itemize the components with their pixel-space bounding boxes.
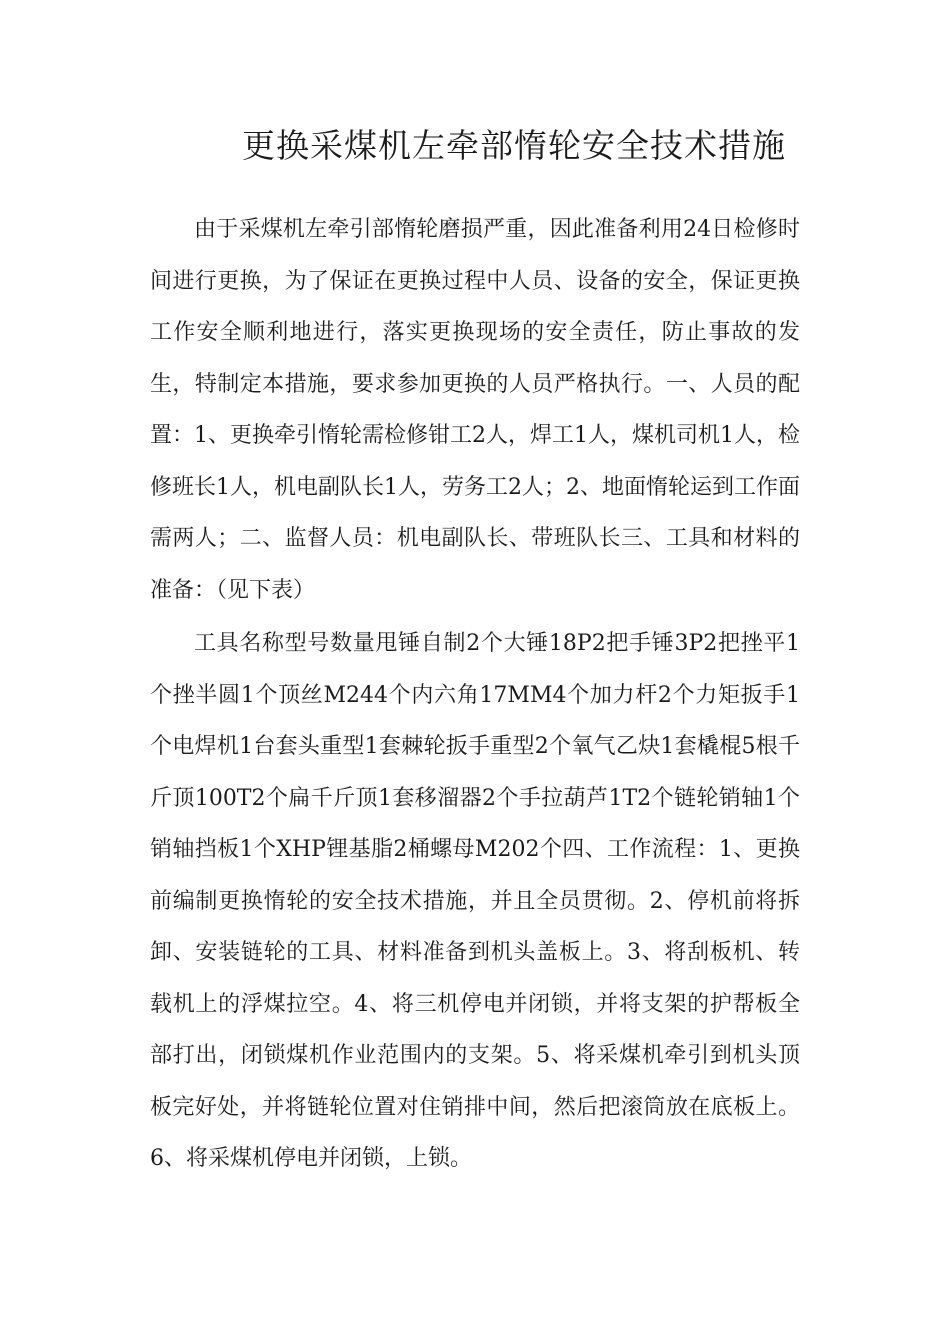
- paragraph-2: 工具名称型号数量甩锤自制2个大锤18P2把手锤3P2把挫平1个挫半圆1个顶丝M244个内六角17MM4个加力杆2个力矩扳手1个电焊机1台套头重型1套棘轮扳手重型2个氧气乙炔1套橇棍5根千斤顶100T2个扁千斤顶1套移溜器2个手拉葫芦1T2个链轮销轴1个销轴挡板1个XHP锂基脂2桶螺母M202个四、工作流程：1、更换前编制更换惰轮的安全技术措施，并且全员贯彻。2、停机前将拆卸、安装链轮的工具、材料准备到机头盖板上。3、将刮板机、转载机上的浮煤拉空。4、将三机停电并闭锁，并将支架的护帮板全部打出，闭锁煤机作业范围内的支架。5、将采煤机牵引到机头顶板完好处，并将链轮位置对住销排中间，然后把滚筒放在底板上。6、将采煤机停电并闭锁，上锁。: [150, 631, 800, 1171]
- paragraph-1: 由于采煤机左牵引部惰轮磨损严重，因此准备利用24日检修时间进行更换，为了保证在更换过程中人员、设备的安全，保证更换工作安全顺利地进行，落实更换现场的安全责任，防止事故的发生，特制定本措施，要求参加更换的人员严格执行。一、人员的配置：1、更换牵引惰轮需检修钳工2人，焊工1人，煤机司机1人，检修班长1人，机电副队长1人，劳务工2人；2、地面惰轮运到工作面需两人；二、监督人员：机电副队长、带班队长三、工具和材料的准备：（见下表）: [150, 217, 800, 603]
- document-title: 更换采煤机左牵部惰轮安全技术措施: [242, 126, 786, 165]
- document-page: [150, 118, 800, 1187]
